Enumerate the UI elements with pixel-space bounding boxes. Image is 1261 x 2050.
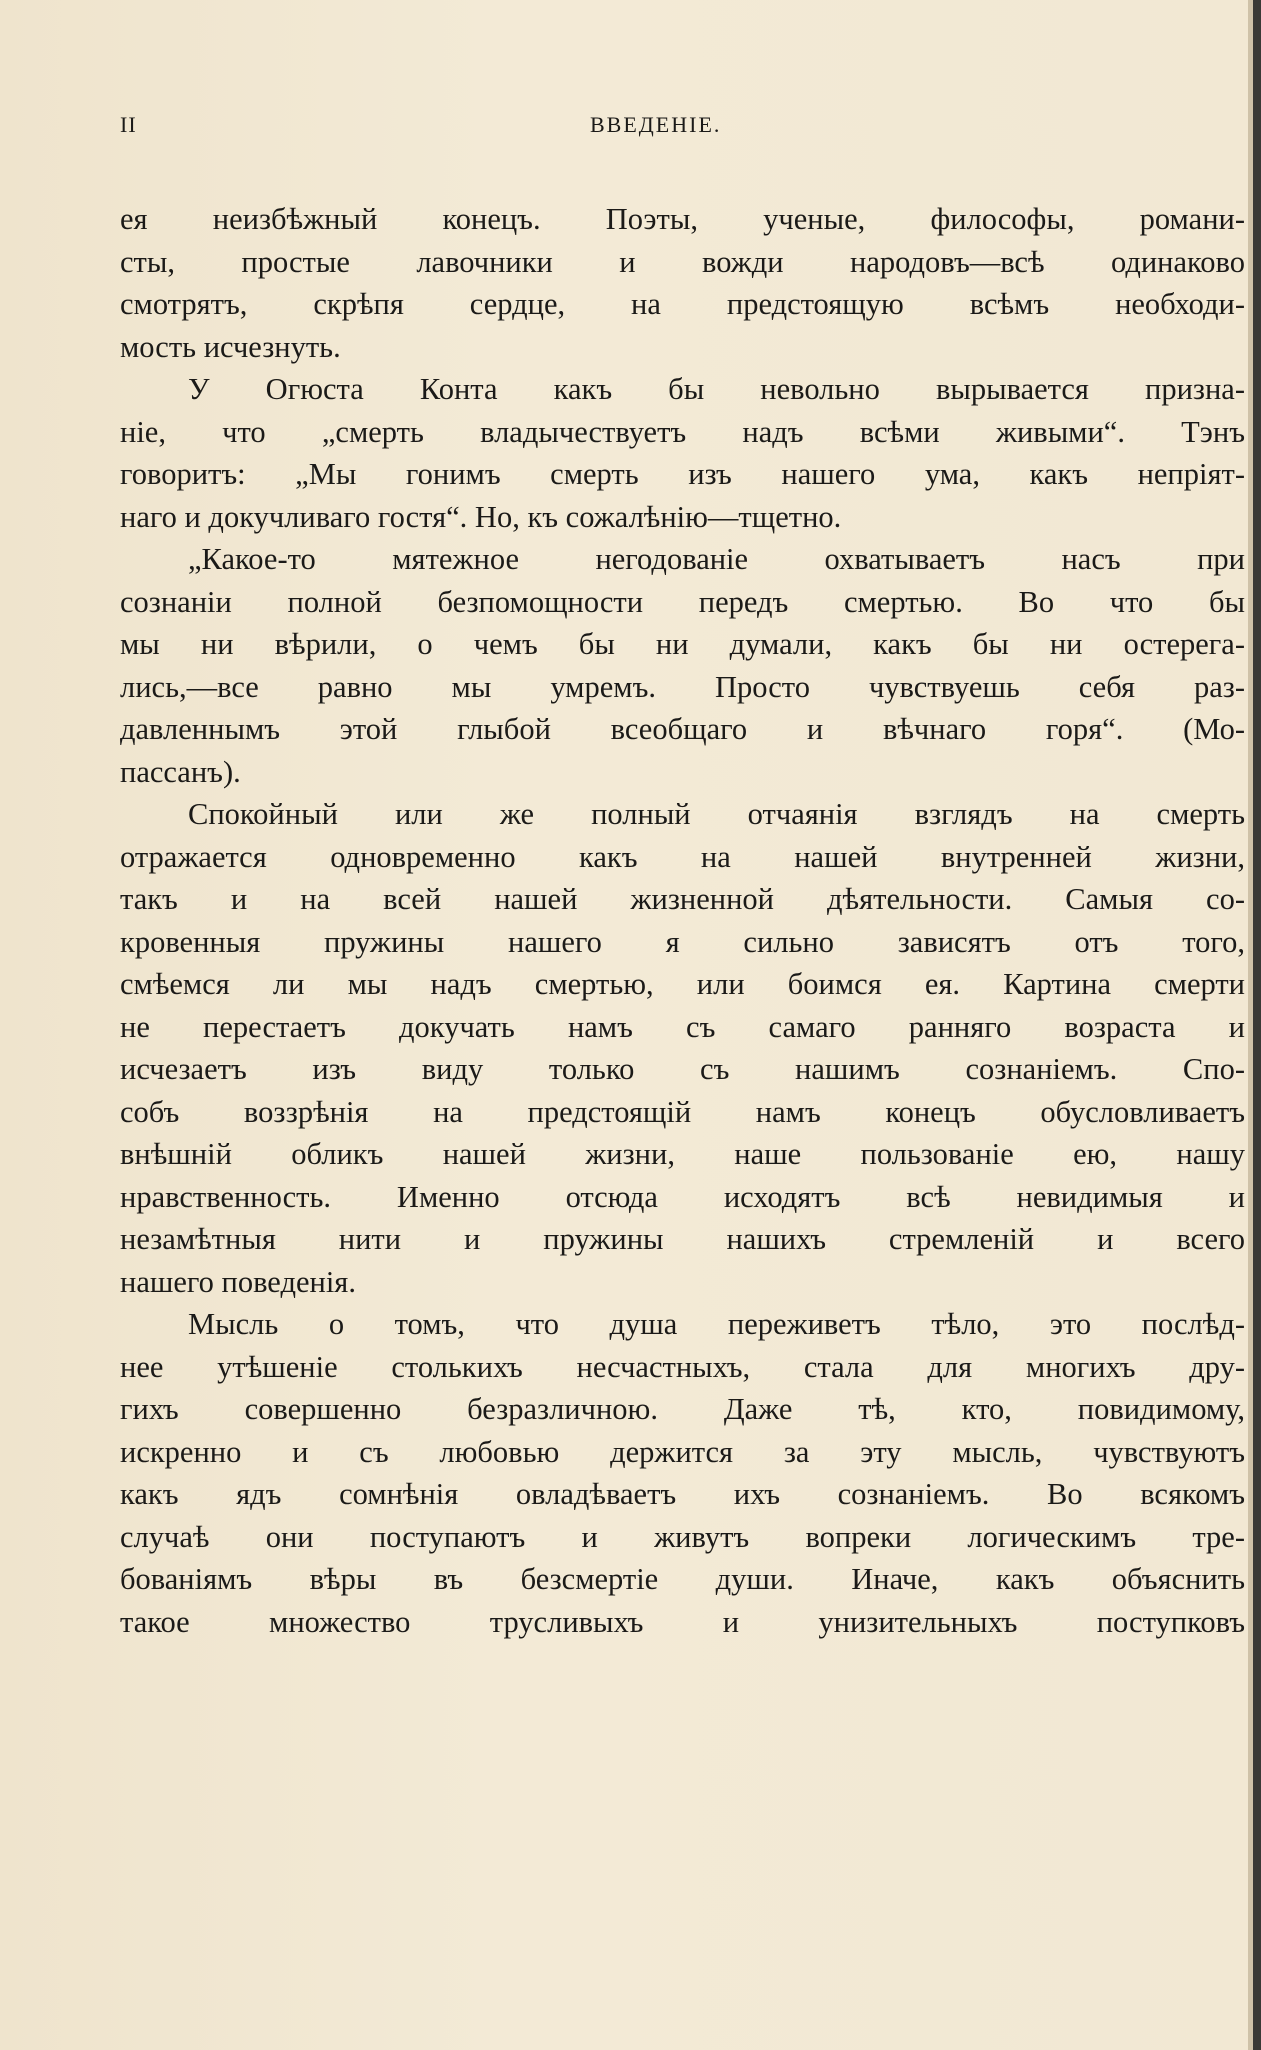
text-line: Мысль о томъ, что душа переживетъ тѣло, это послѣд- xyxy=(188,1307,1245,1341)
text-line: случаѣ они поступаютъ и живутъ вопреки логическимъ тре- xyxy=(120,1519,1245,1554)
text-line: внѣшній обликъ нашей жизни, наше пользованіе ею, нашу xyxy=(120,1137,1245,1171)
text-line: такъ и на всей нашей жизненной дѣятельности. Самыя со- xyxy=(120,882,1245,916)
text-line: бованіямъ вѣры въ безсмертіе души. Иначе, какъ объяснить xyxy=(120,1562,1245,1596)
text-line: ніе, что „смерть владычествуетъ надъ всѣми живыми“. Тэнъ xyxy=(120,414,1245,449)
text-line: „Какое-то мятежное негодованіе охватываетъ насъ при xyxy=(188,542,1245,576)
text-line: сты, простые лавочники и вожди народовъ—всѣ одинаково xyxy=(120,244,1245,279)
text-line: говоритъ: „Мы гонимъ смерть изъ нашего ума, какъ непріят- xyxy=(120,457,1245,491)
text-line: давленнымъ этой глыбой всеобщаго и вѣчнаго горя“. (Мо- xyxy=(120,712,1245,746)
text-line: мость исчезнуть. xyxy=(120,329,341,364)
running-title: ВВЕДЕНІЕ. xyxy=(590,112,722,137)
body-text xyxy=(120,198,1245,1643)
text-line: нее утѣшеніе столькихъ несчастныхъ, стала для многихъ дру- xyxy=(120,1349,1245,1384)
page-edge xyxy=(1253,0,1261,2050)
text-line: лись,—все равно мы умремъ. Просто чувствуешь себя раз- xyxy=(120,669,1245,704)
text-line: искренно и съ любовью держится за эту мысль, чувствуютъ xyxy=(120,1434,1245,1469)
text-line: не перестаетъ докучать намъ съ самаго ранняго возраста и xyxy=(120,1009,1245,1044)
text-line: мы ни вѣрили, о чемъ бы ни думали, какъ бы ни остерега- xyxy=(120,627,1245,661)
text-line: кровенныя пружины нашего я сильно зависятъ отъ того, xyxy=(120,924,1245,959)
text-line: нравственность. Именно отсюда исходятъ всѣ невидимыя и xyxy=(120,1179,1245,1214)
text-line: отражается одновременно какъ на нашей внутренней жизни, xyxy=(120,839,1245,874)
page-number: II xyxy=(120,112,137,137)
text-line: смѣемся ли мы надъ смертью, или боимся ея. Картина смерти xyxy=(120,967,1245,1001)
text-line: ея неизбѣжный конецъ. Поэты, ученые, философы, романи- xyxy=(120,202,1245,236)
text-line: сознаніи полной безпомощности передъ смертью. Во что бы xyxy=(120,584,1245,619)
page-header xyxy=(120,112,1245,148)
text-line: такое множество трусливыхъ и унизительныхъ поступковъ xyxy=(120,1604,1245,1639)
text-line: Спокойный или же полный отчаянія взглядъ на смерть xyxy=(188,797,1245,831)
text-line: наго и докучливаго гостя“. Но, къ сожалѣнію—тщетно. xyxy=(120,499,842,534)
text-line: незамѣтныя нити и пружины нашихъ стремленій и всего xyxy=(120,1222,1245,1256)
text-line: пассанъ). xyxy=(120,754,241,789)
text-line: нашего поведенія. xyxy=(120,1264,356,1299)
text-line: собъ воззрѣнія на предстоящій намъ конецъ обусловливаетъ xyxy=(120,1094,1245,1129)
text-line: У Огюста Конта какъ бы невольно вырывается призна- xyxy=(188,372,1245,406)
text-line: гихъ совершенно безразличною. Даже тѣ, кто, повидимому, xyxy=(120,1392,1245,1426)
text-line: смотрятъ, скрѣпя сердце, на предстоящую всѣмъ необходи- xyxy=(120,287,1245,321)
text-line: какъ ядъ сомнѣнія овладѣваетъ ихъ сознаніемъ. Во всякомъ xyxy=(120,1477,1245,1511)
text-line: исчезаетъ изъ виду только съ нашимъ сознаніемъ. Спо- xyxy=(120,1052,1245,1086)
